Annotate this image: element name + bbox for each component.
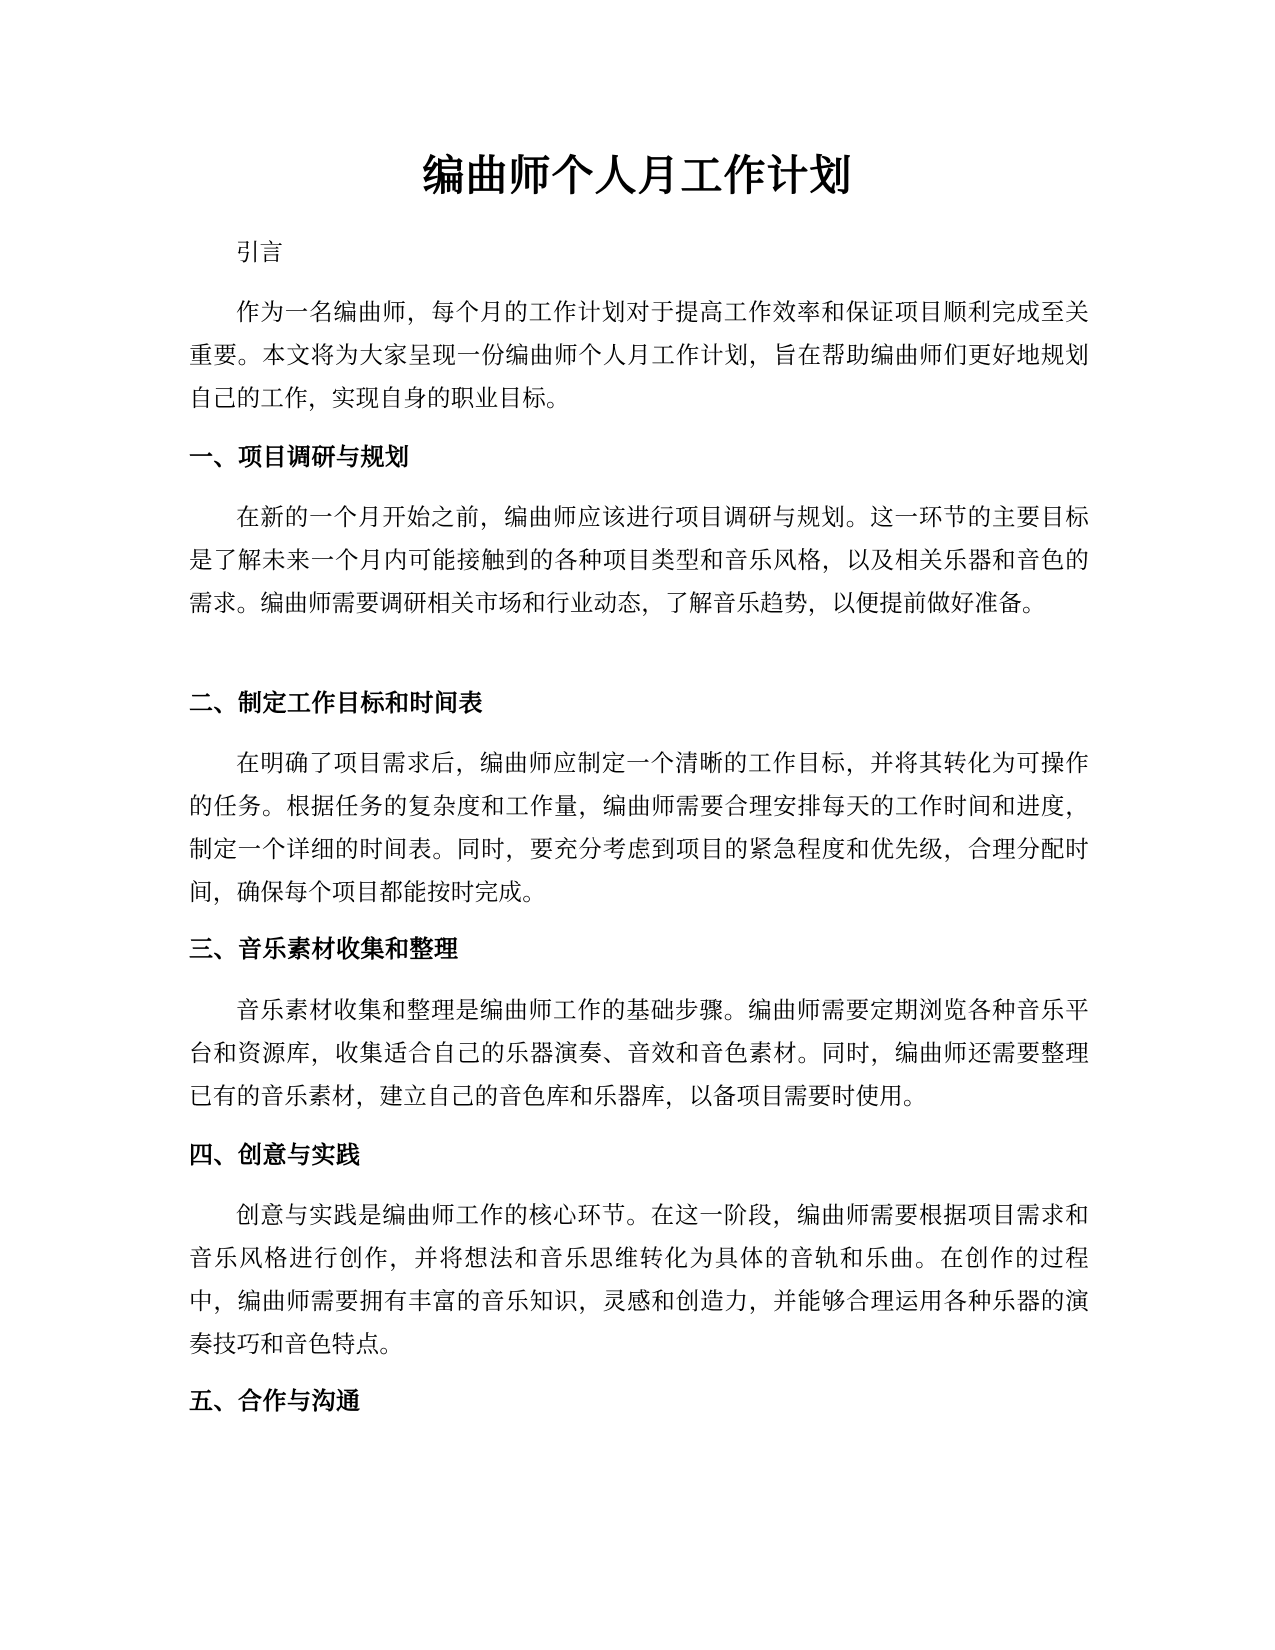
intro-label: 引言 (236, 238, 283, 266)
section-heading-2: 二、制定工作目标和时间表 (189, 689, 483, 717)
section-paragraph-3: 音乐素材收集和整理是编曲师工作的基础步骤。编曲师需要定期浏览各种音乐平台和资源库，收集适合自己的乐器演奏、音效和音色素材。同时，编曲师还需要整理已有的音乐素材，建立自己的音色库和乐器库，以备项目需要时使用。 (189, 996, 1089, 1110)
section-heading-3: 三、音乐素材收集和整理 (189, 935, 459, 963)
section-heading-5: 五、合作与沟通 (189, 1387, 361, 1415)
section-paragraph-2: 在明确了项目需求后，编曲师应制定一个清晰的工作目标，并将其转化为可操作的任务。根据任务的复杂度和工作量，编曲师需要合理安排每天的工作时间和进度，制定一个详细的时间表。同时，要充分考虑到项目的紧急程度和优先级，合理分配时间，确保每个项目都能按时完成。 (189, 749, 1089, 906)
intro-paragraph: 作为一名编曲师，每个月的工作计划对于提高工作效率和保证项目顺利完成至关重要。本文将为大家呈现一份编曲师个人月工作计划，旨在帮助编曲师们更好地规划自己的工作，实现自身的职业目标。 (189, 298, 1089, 412)
document-title: 编曲师个人月工作计划 (422, 151, 853, 200)
section-paragraph-4: 创意与实践是编曲师工作的核心环节。在这一阶段，编曲师需要根据项目需求和音乐风格进行创作，并将想法和音乐思维转化为具体的音轨和乐曲。在创作的过程中，编曲师需要拥有丰富的音乐知识，灵感和创造力，并能够合理运用各种乐器的演奏技巧和音色特点。 (189, 1201, 1089, 1358)
section-paragraph-1: 在新的一个月开始之前，编曲师应该进行项目调研与规划。这一环节的主要目标是了解未来一个月内可能接触到的各种项目类型和音乐风格，以及相关乐器和音色的需求。编曲师需要调研相关市场和行业动态，了解音乐趋势，以便提前做好准备。 (189, 503, 1089, 617)
section-heading-1: 一、项目调研与规划 (189, 443, 410, 471)
section-heading-4: 四、创意与实践 (189, 1141, 361, 1169)
